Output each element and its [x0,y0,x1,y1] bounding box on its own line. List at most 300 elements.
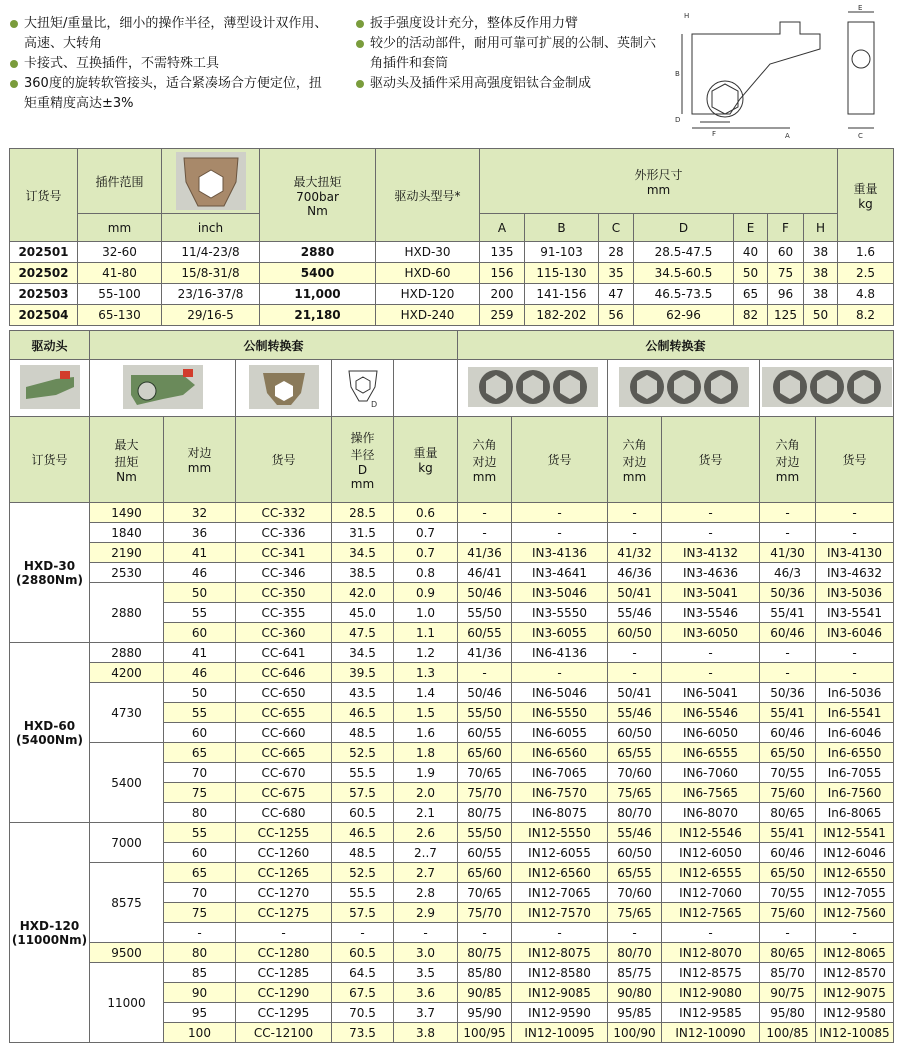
table-cell: IN6-6050 [662,723,760,743]
radius-label: D [370,399,377,409]
table-cell: 43.5 [332,683,394,703]
table-cell: 70/55 [760,763,816,783]
insert-table [9,330,894,1043]
wrench-image [90,360,236,417]
table-cell: 50/36 [760,683,816,703]
table-cell: IN12-6055 [512,843,608,863]
table-cell: 82 [734,305,768,326]
table-cell: IN12-6560 [512,863,608,883]
table-cell: CC-650 [236,683,332,703]
table-cell: 115-130 [525,263,599,284]
table-cell: 65 [164,743,236,763]
table-cell: 80/70 [608,943,662,963]
table-cell: 65/55 [608,863,662,883]
table-cell: IN3-5036 [816,583,894,603]
table-cell: IN12-6555 [662,863,760,883]
table-cell: - [608,523,662,543]
table-cell: 55/41 [760,703,816,723]
table-cell: 75/65 [608,783,662,803]
table-cell: 91-103 [525,242,599,263]
table-cell: 100/90 [608,1023,662,1043]
table-cell: 80 [164,803,236,823]
table-cell: 50/41 [608,583,662,603]
table-cell: IN12-8070 [662,943,760,963]
torque-cell: 1490 [90,503,164,523]
table-cell: 70/55 [760,883,816,903]
table-cell: 3.0 [394,943,458,963]
dim-col-e: E [734,214,768,242]
table-cell: CC-332 [236,503,332,523]
table-cell: 1.6 [394,723,458,743]
table-cell: 141-156 [525,284,599,305]
table-cell: 29/16-5 [162,305,260,326]
table-cell: - [816,643,894,663]
table-cell: 95/85 [608,1003,662,1023]
table-cell: 50/46 [458,683,512,703]
table-cell: 60/50 [608,843,662,863]
table-cell: 85/80 [458,963,512,983]
table-cell: 75 [164,783,236,803]
table-cell: IN3-6055 [512,623,608,643]
table-cell: - [760,503,816,523]
table-cell: 36 [164,523,236,543]
table-cell: 0.8 [394,563,458,583]
table-cell: 90/85 [458,983,512,1003]
table-cell: In6-6046 [816,723,894,743]
table-cell: 55/46 [608,703,662,723]
table-cell: 56 [599,305,634,326]
table-cell: 57.5 [332,783,394,803]
table-cell: 23/16-37/8 [162,284,260,305]
table-cell: 135 [480,242,525,263]
table-cell: IN12-7060 [662,883,760,903]
table-cell: 95/80 [760,1003,816,1023]
dim-col-f: F [768,214,804,242]
table-cell: 46.5 [332,823,394,843]
table-cell: 55 [164,703,236,723]
table-cell: 1.1 [394,623,458,643]
table-row [10,543,894,563]
table-cell: - [760,923,816,943]
torque-cell: 9500 [90,943,164,963]
table-cell: 55/46 [608,823,662,843]
table-cell: CC-1265 [236,863,332,883]
torque-cell: 11000 [90,963,164,1043]
table-cell: IN6-5046 [512,683,608,703]
table-cell: 2880 [260,242,376,263]
table-cell: 4.8 [838,284,894,305]
table-cell: CC-336 [236,523,332,543]
radius-diagram [332,360,394,417]
table-cell: In6-8065 [816,803,894,823]
table-cell: IN3-4632 [816,563,894,583]
table-cell: IN12-7065 [512,883,608,903]
table-cell: CC-675 [236,783,332,803]
table-cell: IN6-7065 [512,763,608,783]
table-cell: IN3-6046 [816,623,894,643]
table-cell: - [236,923,332,943]
table-cell: 0.7 [394,523,458,543]
table-cell: - [512,523,608,543]
table-cell: 3.6 [394,983,458,1003]
table-cell: 96 [768,284,804,305]
table-cell: 100 [164,1023,236,1043]
table-cell: 38.5 [332,563,394,583]
table-cell: IN3-5550 [512,603,608,623]
header-section [0,0,900,148]
table-cell: 80/75 [458,803,512,823]
unit-inch: inch [162,214,260,242]
table-cell: CC-1275 [236,903,332,923]
feature-list-left [10,14,330,114]
table-cell: 1.8 [394,743,458,763]
dim-label-e: E [858,4,863,12]
table-row [10,863,894,883]
table-cell: HXD-240 [376,305,480,326]
table-cell: 55.5 [332,763,394,783]
table-cell: IN6-8070 [662,803,760,823]
table-cell: CC-341 [236,543,332,563]
table-cell: HXD-120 [376,284,480,305]
header-order-no-2: 订货号 [10,417,90,503]
dim-col-h: H [804,214,838,242]
table-cell: IN6-5546 [662,703,760,723]
table-cell: IN3-4132 [662,543,760,563]
table-cell: IN6-7565 [662,783,760,803]
table-cell: 11,000 [260,284,376,305]
header-metric-sleeve: 公制转换套 [90,331,458,360]
table-cell: 52.5 [332,863,394,883]
table-cell: 90/80 [608,983,662,1003]
table-cell: IN12-9075 [816,983,894,1003]
table-cell: 47 [599,284,634,305]
table-cell: 2.8 [394,883,458,903]
table-cell: In6-6550 [816,743,894,763]
table-cell: In6-5036 [816,683,894,703]
table-cell: 1.9 [394,763,458,783]
table-cell: 32-60 [78,242,162,263]
table-cell: IN12-6050 [662,843,760,863]
table-cell: 60/55 [458,843,512,863]
table-cell: CC-1270 [236,883,332,903]
table-cell: 70/60 [608,763,662,783]
table-cell: 60 [768,242,804,263]
table-cell: 202503 [10,284,78,305]
table-cell: 41/30 [760,543,816,563]
table-cell: 1.5 [394,703,458,723]
dim-label-c: C [858,132,863,140]
table-cell: 55 [164,823,236,843]
drive-model-group: HXD-60 (5400Nm) [10,643,90,823]
header-across-flats: 对边 mm [164,417,236,503]
table-cell: 1.6 [838,242,894,263]
dim-col-c: C [599,214,634,242]
table-cell: 28.5 [332,503,394,523]
wrench-icon [123,365,203,409]
table-cell: IN6-5550 [512,703,608,723]
table-cell: 65 [734,284,768,305]
table-cell: IN12-6046 [816,843,894,863]
table-cell: CC-355 [236,603,332,623]
table-cell: IN12-9080 [662,983,760,1003]
table-cell: - [608,663,662,683]
table-cell: CC-1280 [236,943,332,963]
table-cell: 55/41 [760,603,816,623]
dim-col-d: D [634,214,734,242]
table-row [10,943,894,963]
table-cell: 70 [164,883,236,903]
table-cell: 2.0 [394,783,458,803]
table-cell: 46 [164,563,236,583]
table-cell: 85/70 [760,963,816,983]
table-cell: 60/50 [608,623,662,643]
table-cell: 34.5 [332,543,394,563]
dim-label-b: B [675,70,680,78]
table-cell: 39.5 [332,663,394,683]
table-cell: 60 [164,623,236,643]
table-cell: CC-1285 [236,963,332,983]
table-cell: 64.5 [332,963,394,983]
table-cell: 60 [164,843,236,863]
feature-item: 360度的旋转软管接头，适合紧凑场合方便定位，扭矩重精度高达±3% [10,74,330,114]
dim-label-d: D [675,116,681,124]
table-cell: 65/50 [760,743,816,763]
table-cell: 70/60 [608,883,662,903]
table-row [10,263,894,284]
table-cell: 60/46 [760,843,816,863]
table-cell: 1.3 [394,663,458,683]
table-cell: - [662,663,760,683]
table-cell: 40 [734,242,768,263]
table-cell: 55.5 [332,883,394,903]
table-cell: 65/50 [760,863,816,883]
table-cell: IN12-7565 [662,903,760,923]
table-cell: 70/65 [458,883,512,903]
dim-label-a: A [785,132,790,140]
table-cell: 21,180 [260,305,376,326]
header-op-radius: 操作 半径 D mm [332,417,394,503]
table-cell: 50 [734,263,768,284]
torque-cell: 2880 [90,643,164,663]
table-cell: IN3-4136 [512,543,608,563]
table-cell: 202504 [10,305,78,326]
table-cell: IN6-6555 [662,743,760,763]
table-cell: IN12-10085 [816,1023,894,1043]
table-cell: - [760,663,816,683]
table-cell: 0.9 [394,583,458,603]
header-max-torque-2: 最大 扭矩 Nm [90,417,164,503]
hex-insert-set-icon [762,367,892,407]
table-cell: IN12-5546 [662,823,760,843]
table-cell: IN6-7570 [512,783,608,803]
table-row [10,503,894,523]
torque-cell: 4200 [90,663,164,683]
table-cell: 60.5 [332,943,394,963]
table-cell: - [816,923,894,943]
table-cell: 90 [164,983,236,1003]
table-cell: 28 [599,242,634,263]
table-cell: 0.7 [394,543,458,563]
table-cell: 75 [768,263,804,284]
torque-cell: 7000 [90,823,164,863]
table-cell: 60/46 [760,723,816,743]
table-cell: CC-665 [236,743,332,763]
table-cell: - [662,643,760,663]
table-cell: IN3-4130 [816,543,894,563]
table-cell: 55/50 [458,603,512,623]
table-cell: 46 [164,663,236,683]
table-cell: - [608,503,662,523]
header-range: 插件范围 [78,149,162,214]
table-cell: 100/95 [458,1023,512,1043]
table-cell: CC-1295 [236,1003,332,1023]
dim-label-h: H [684,12,690,20]
table-cell: IN12-9580 [816,1003,894,1023]
table-cell: - [608,923,662,943]
table-cell: 3.7 [394,1003,458,1023]
table-cell: 60 [164,723,236,743]
table-cell: 46.5-73.5 [634,284,734,305]
table-cell: 45.0 [332,603,394,623]
table-cell: 46.5 [332,703,394,723]
table-cell: IN12-8570 [816,963,894,983]
table-cell: 259 [480,305,525,326]
table-cell: 3.8 [394,1023,458,1043]
feature-item: 较少的活动部件，耐用可靠可扩展的公制、英制六角插件和套筒 [356,34,666,74]
drive-model-group: HXD-30 (2880Nm) [10,503,90,643]
table-cell: - [816,663,894,683]
table-cell: 55/50 [458,823,512,843]
unit-mm: mm [78,214,162,242]
table-cell: 60/55 [458,723,512,743]
table-cell: CC-670 [236,763,332,783]
header-order-no: 订货号 [10,149,78,242]
table-cell: 65/60 [458,743,512,763]
torque-cell: 8575 [90,863,164,943]
table-row [10,643,894,663]
table-cell: - [458,663,512,683]
drive-head-image [10,360,90,417]
table-cell: 48.5 [332,843,394,863]
table-cell: 55 [164,603,236,623]
table-cell: CC-12100 [236,1023,332,1043]
table-cell: 11/4-23/8 [162,242,260,263]
table-cell: 80 [164,943,236,963]
header-metric-insert: 公制转换套 [458,331,894,360]
table-cell: 80/75 [458,943,512,963]
table-cell: IN12-8580 [512,963,608,983]
table-cell: 34.5 [332,643,394,663]
table-row [10,823,894,843]
table-cell: HXD-30 [376,242,480,263]
table-cell: 35 [599,263,634,284]
table-cell: 70.5 [332,1003,394,1023]
table-cell: IN12-8075 [512,943,608,963]
table-cell: 70 [164,763,236,783]
table-row [10,743,894,763]
table-cell: CC-360 [236,623,332,643]
table-cell: IN12-7055 [816,883,894,903]
table-cell: IN12-10090 [662,1023,760,1043]
table-cell: 2.1 [394,803,458,823]
feature-item: 扳手强度设计充分，整体反作用力臂 [356,14,666,34]
table-cell: 2.7 [394,863,458,883]
table-cell: 90/75 [760,983,816,1003]
table-cell: IN3-5046 [512,583,608,603]
table-cell: CC-1260 [236,843,332,863]
table-cell: CC-655 [236,703,332,723]
insert-image-2 [608,360,760,417]
table-cell: 2.9 [394,903,458,923]
table-cell: - [816,503,894,523]
torque-cell: 2880 [90,583,164,643]
table-cell: - [816,523,894,543]
table-cell: 202502 [10,263,78,284]
table-cell: 55/41 [760,823,816,843]
table-cell: IN6-4136 [512,643,608,663]
radius-icon [343,365,383,409]
table-cell: 125 [768,305,804,326]
table-cell: IN3-5041 [662,583,760,603]
table-cell: 52.5 [332,743,394,763]
feature-list-right [356,14,666,94]
table-cell: IN6-6055 [512,723,608,743]
dim-col-b: B [525,214,599,242]
table-cell: IN12-5541 [816,823,894,843]
table-cell: - [662,523,760,543]
table-cell: 50 [164,583,236,603]
insert-image-3 [760,360,894,417]
header-drive-head: 驱动头 [10,331,90,360]
table-cell: 1.0 [394,603,458,623]
table-cell: 85 [164,963,236,983]
table-cell: 8.2 [838,305,894,326]
header-hex-af-2: 六角 对边 mm [608,417,662,503]
insert-image [162,149,260,214]
header-part-no-1: 货号 [512,417,608,503]
table-cell: 60.5 [332,803,394,823]
table-cell: 50/46 [458,583,512,603]
table-cell: 31.5 [332,523,394,543]
table-cell: 200 [480,284,525,305]
table-cell: - [608,643,662,663]
table-cell: 75/60 [760,783,816,803]
table-cell: 38 [804,263,838,284]
table-cell: 80/70 [608,803,662,823]
table-cell: IN12-5550 [512,823,608,843]
table-row [10,523,894,543]
table-cell: 2.5 [838,263,894,284]
feature-item: 驱动头及插件采用高强度铝钛合金制成 [356,74,666,94]
sleeve-icon [249,365,319,409]
table-cell: 46/36 [608,563,662,583]
table-cell: 38 [804,242,838,263]
table-cell: 42.0 [332,583,394,603]
table-cell: CC-1290 [236,983,332,1003]
table-cell: - [760,643,816,663]
table-cell: - [458,503,512,523]
table-cell: IN3-5546 [662,603,760,623]
table-cell: 95 [164,1003,236,1023]
table-cell: IN12-10095 [512,1023,608,1043]
table-cell: 75/60 [760,903,816,923]
table-cell: 85/75 [608,963,662,983]
table-cell: 41 [164,643,236,663]
header-max-torque: 最大扭矩 700bar Nm [260,149,376,242]
torque-cell: 2530 [90,563,164,583]
table-cell: IN6-6560 [512,743,608,763]
table-cell: 41-80 [78,263,162,284]
